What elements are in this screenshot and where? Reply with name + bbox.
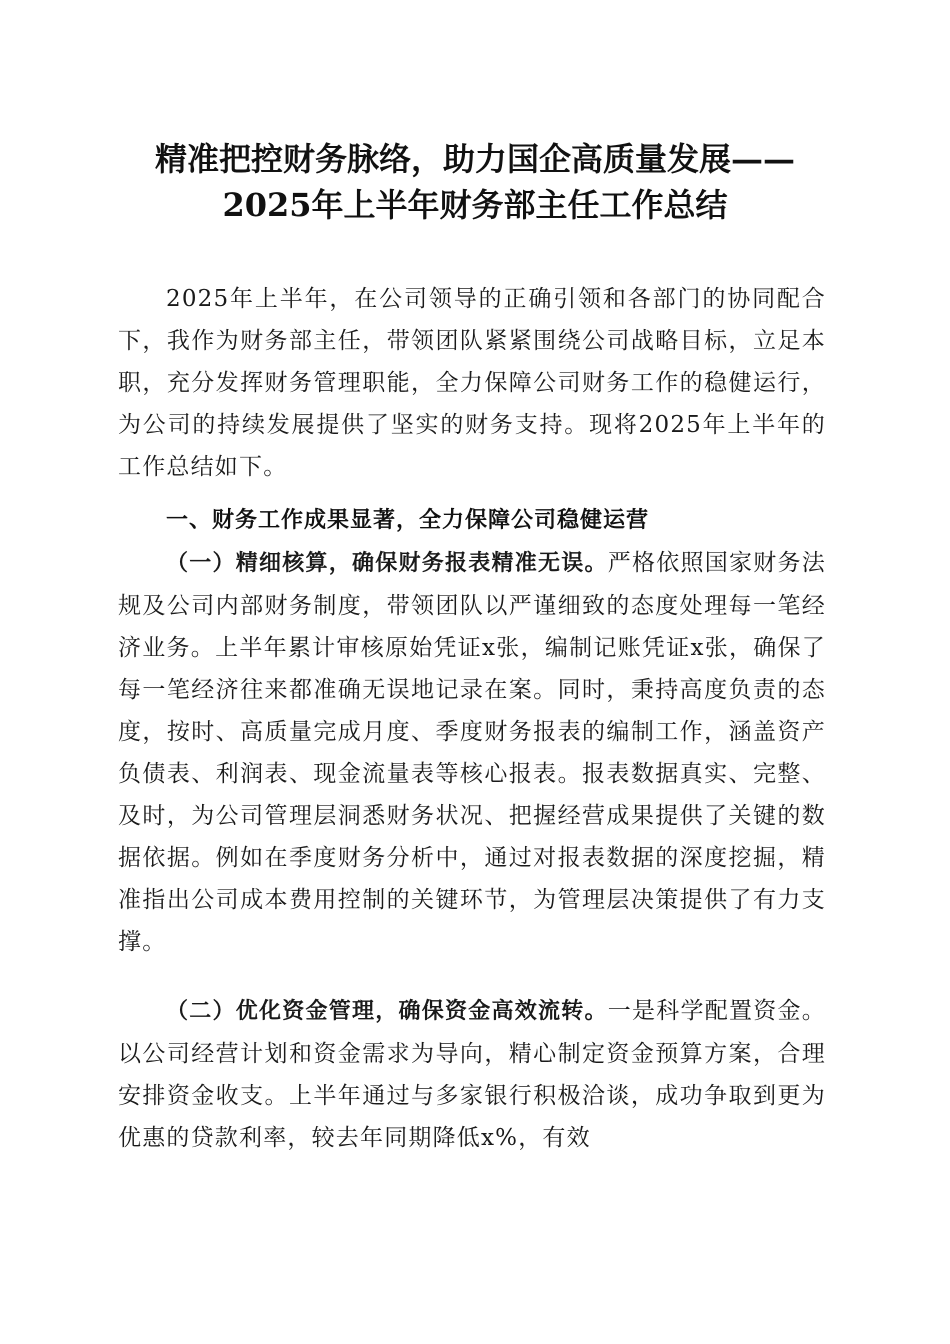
intro-section xyxy=(118,278,826,488)
document-title-line-1: 精准把控财务脉络，助力国企高质量发展—— xyxy=(154,140,795,178)
subsection-2-paragraph xyxy=(118,990,826,1159)
subsection-1-lead: （一）精细核算，确保财务报表精准无误。 xyxy=(166,551,608,576)
document-title-line-2: 2025年上半年财务部主任工作总结 xyxy=(222,186,728,224)
subsection-2 xyxy=(118,990,826,1159)
section-1-heading: 一、财务工作成果显著，全力保障公司稳健运营 xyxy=(166,508,650,533)
subsection-2-text: 一是科学配置资金。以公司经营计划和资金需求为导向，精心制定资金预算方案，合理安排资金收支。上半年通过与多家银行积极洽谈，成功争取到更为优惠的贷款利率，较去年同期降低x%，有效 xyxy=(118,998,826,1151)
subsection-1-text: 严格依照国家财务法规及公司内部财务制度，带领团队以严谨细致的态度处理每一笔经济业务。上半年累计审核原始凭证x张，编制记账凭证x张，确保了每一笔经济往来都准确无误地记录在案。同时，秉持高度负责的态度，按时、高质量完成月度、季度财务报表的编制工作，涵盖资产负债表、利润表、现金流量表等核心报表。报表数据真实、完整、及时，为公司管理层洞悉财务状况、把握经营成果提供了关键的数据依据。例如在季度财务分析中，通过对报表数据的深度挖掘，精准指出公司成本费用控制的关键环节，为管理层决策提供了有力支撑。 xyxy=(118,550,826,955)
subsection-1 xyxy=(118,542,826,963)
intro-paragraph: 2025年上半年，在公司领导的正确引领和各部门的协同配合下，我作为财务部主任，带领团队紧紧围绕公司战略目标，立足本职，充分发挥财务管理职能，全力保障公司财务工作的稳健运行，为公司的持续发展提供了坚实的财务支持。现将2025年上半年的工作总结如下。 xyxy=(118,286,826,480)
subsection-1-paragraph xyxy=(118,542,826,963)
subsection-2-lead: （二）优化资金管理，确保资金高效流转。 xyxy=(166,999,608,1024)
